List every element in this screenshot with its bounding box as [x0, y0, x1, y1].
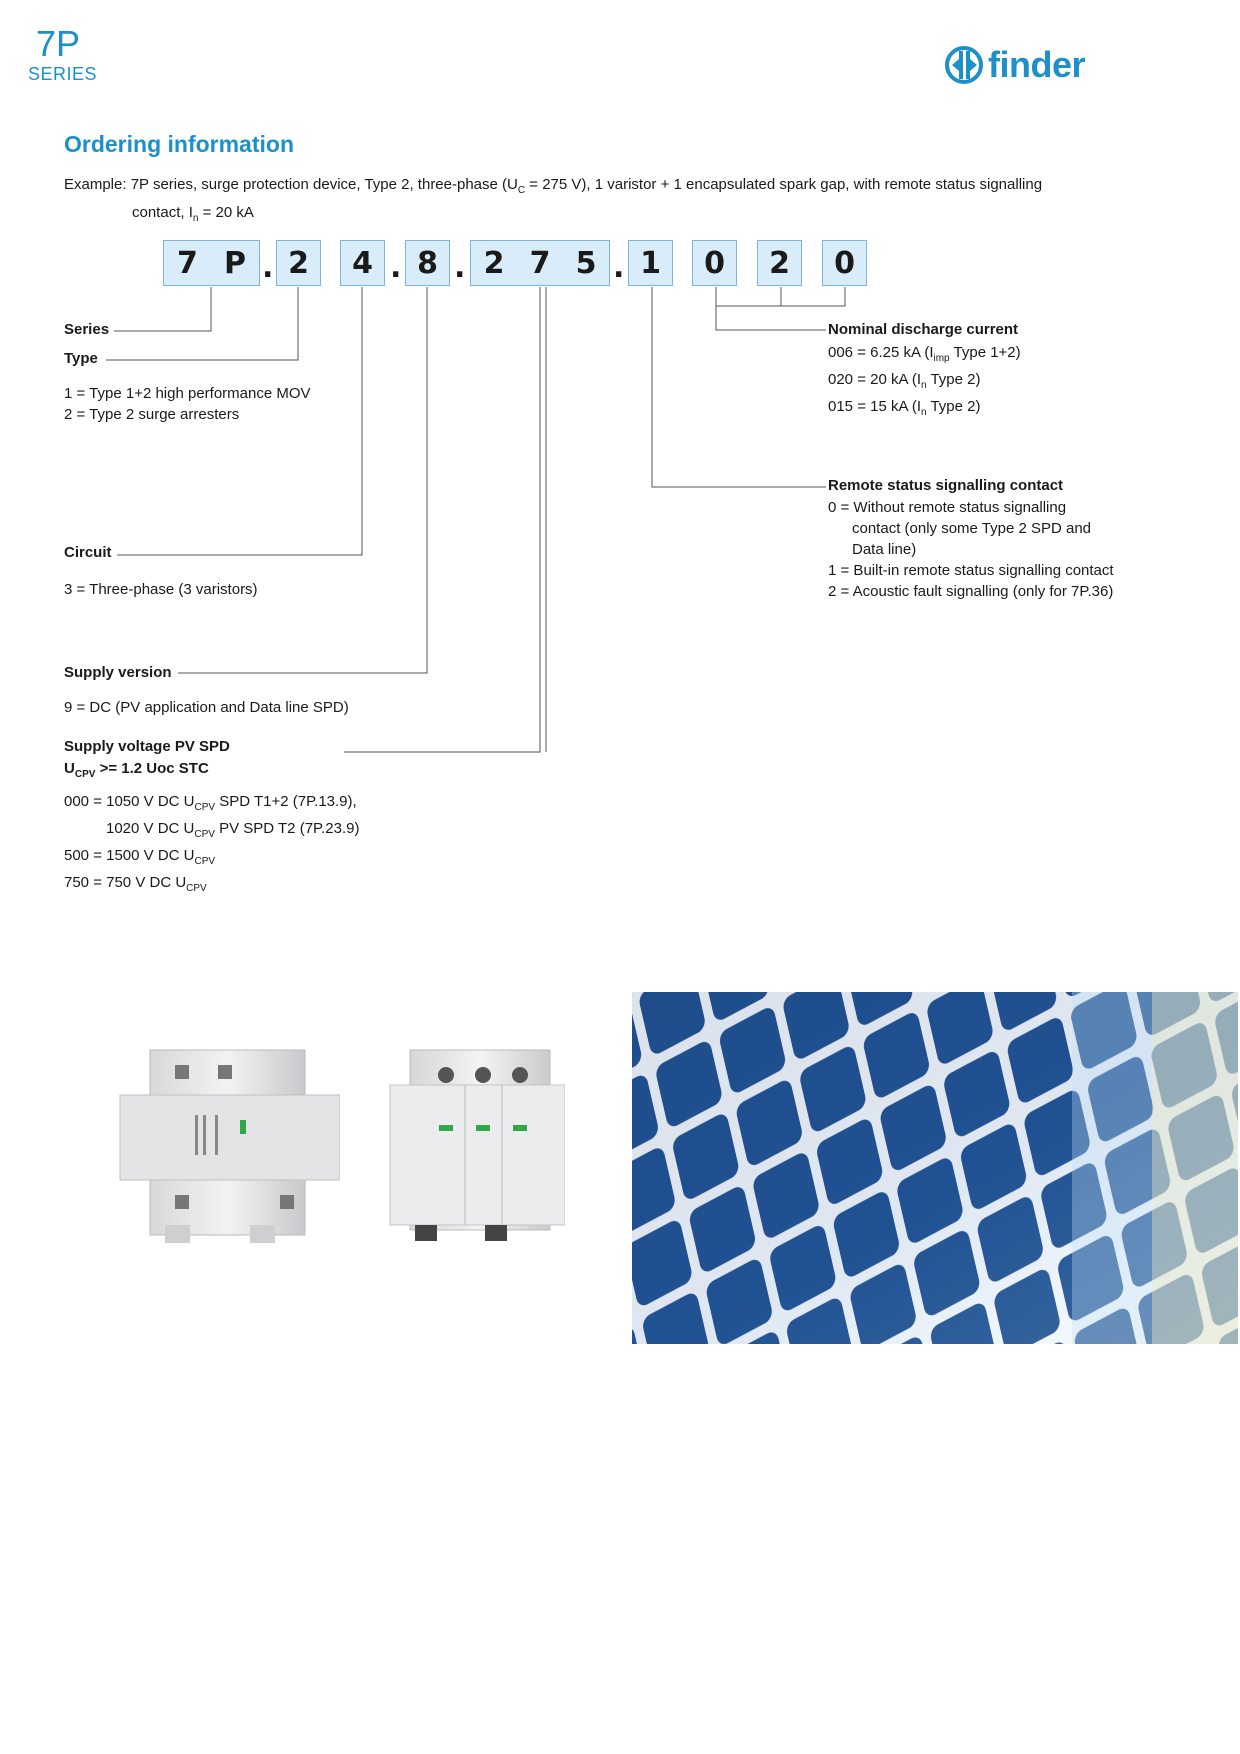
type-label-text: Type: [64, 350, 98, 367]
code-dot: .: [262, 250, 274, 285]
remote-status-label-text: Remote status signalling contact: [828, 477, 1064, 494]
supply-voltage-label-sub: $U_{CPV} >= 1.2$ Uoc STC: [64, 760, 209, 780]
code-box-type: 2: [276, 240, 321, 286]
supply-voltage-label-text: Supply voltage PV SPD: [64, 738, 230, 755]
code-dot: .: [390, 250, 402, 285]
finder-logo-text: finder: [988, 44, 1086, 85]
series-label: SERIES: [28, 64, 98, 84]
code-box-circuit: 4: [340, 240, 385, 286]
circuit-label-text: Circuit: [64, 544, 112, 561]
example-text: Example: 7P series, surge protection device, Type 2, three-phase ($U_C = 275$ V), 1 varistor + 1 encapsulated spark gap, with remote status signalling contact, $I_n = 20$ kA: [64, 176, 1043, 224]
discharge-label-text: Nominal discharge current: [828, 321, 1019, 338]
discharge-options: 006 = 6.25 kA ($I_{imp}$ Type 1+2) 020 = 20 kA ($I_n$ Type 2) 015 = 15 kA ($I_n$ Type 2): [828, 344, 1021, 418]
product-photo-single-pole: [100, 1045, 340, 1245]
code-box-discharge-3: 0: [822, 240, 867, 286]
code-dot: .: [454, 250, 466, 285]
remote-status-options: 0 = Without remote status signalling contact (only some Type 2 SPD and Data line) 1 = Built-in remote status signalling contact 2 = Acoustic fault signalling (only for 7P.36): [828, 499, 1114, 600]
series-label-text: Series: [64, 321, 110, 338]
code-box-series: 7 P: [163, 240, 260, 286]
code-box-remote-status: 1: [628, 240, 673, 286]
solar-panel-photo: [632, 992, 1238, 1344]
type-options: 1 = Type 1+2 high performance MOV 2 = Type 2 surge arresters: [64, 385, 311, 423]
code-box-supply-version: 8: [405, 240, 450, 286]
code-dot: .: [613, 250, 625, 285]
product-photo-three-pole: [355, 1045, 565, 1245]
supply-voltage-options: 000 = 1050 V DC $U_{CPV}$ SPD T1+2 (7P.13.9), 1020 V DC $U_{CPV}$ PV SPD T2 (7P.23.9) 500 = 1500 V DC $U_{CPV}$ 750 = 750 V DC $U_{CPV}$: [64, 793, 360, 894]
code-box-discharge-2: 2: [757, 240, 802, 286]
code-box-supply-voltage: 2 7 5: [470, 240, 610, 286]
series-code: 7P: [36, 23, 81, 64]
supply-version-label-text: Supply version: [64, 664, 172, 681]
page-title: Ordering information: [64, 131, 294, 157]
code-box-discharge-1: 0: [692, 240, 737, 286]
circuit-option: 3 = Three-phase (3 varistors): [64, 581, 258, 598]
supply-version-option: 9 = DC (PV application and Data line SPD): [64, 699, 349, 716]
